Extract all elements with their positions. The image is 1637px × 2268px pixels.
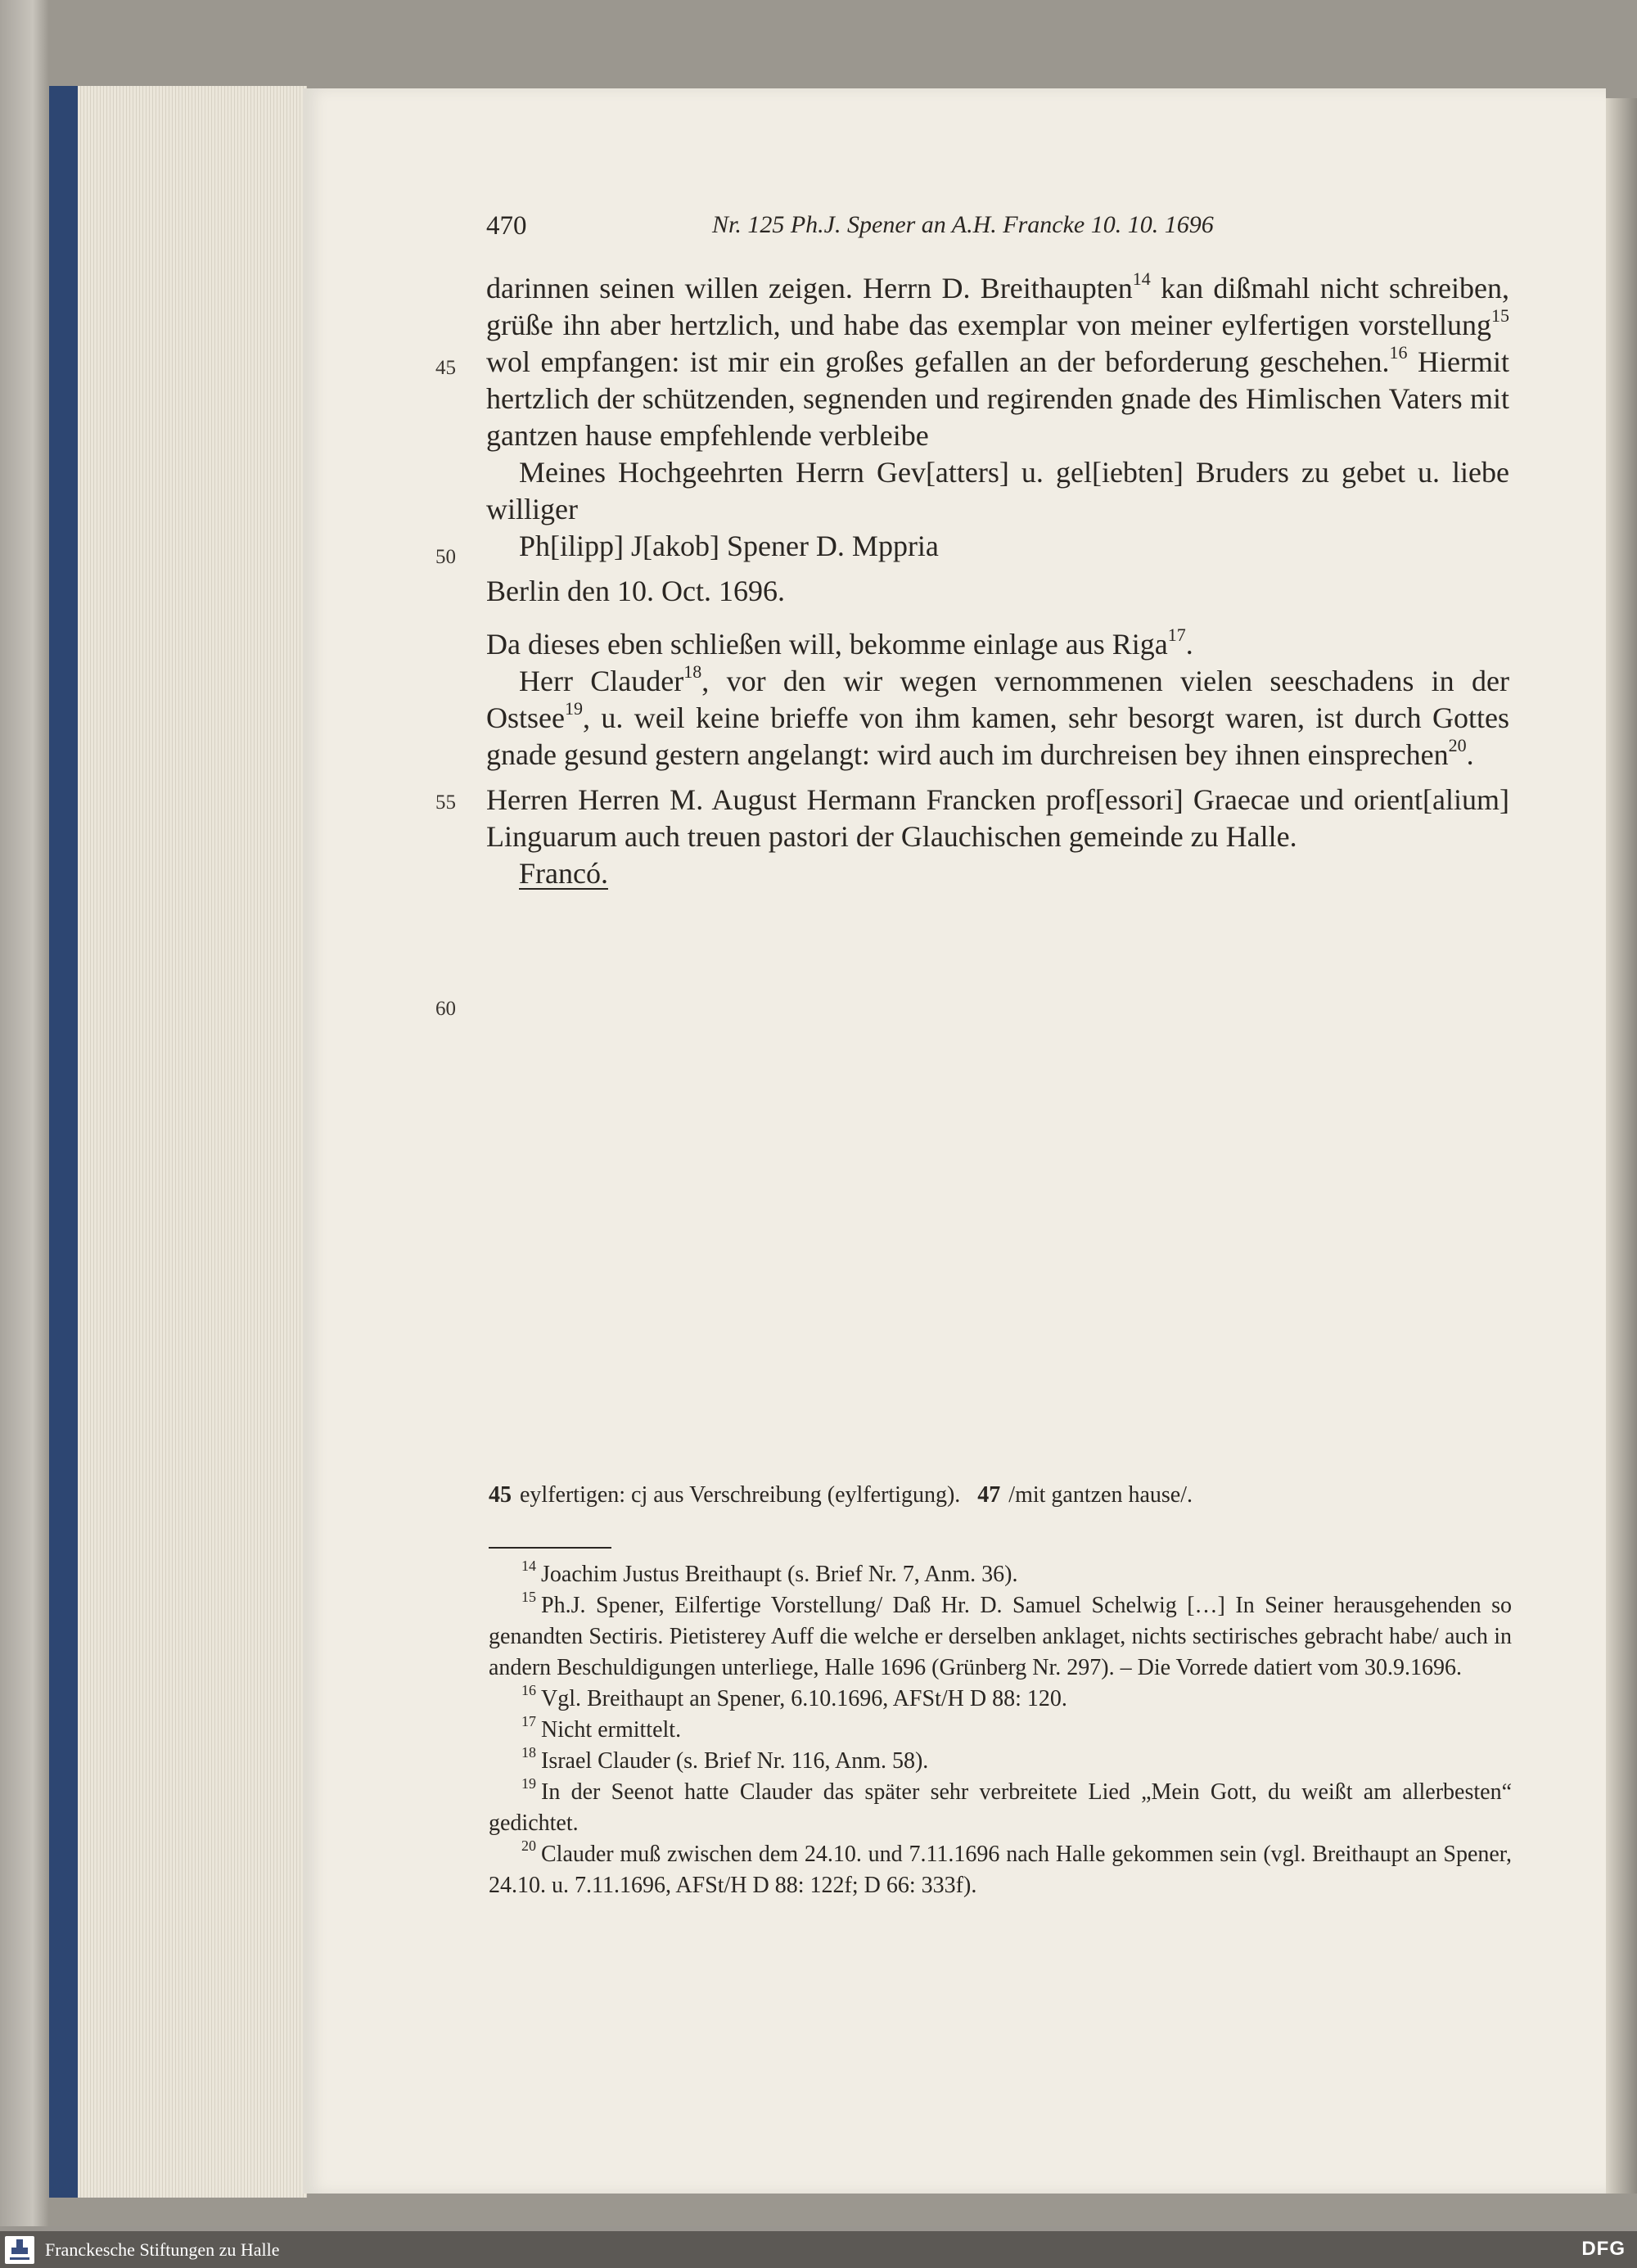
- footnote-ref[interactable]: 18: [683, 661, 702, 682]
- viewer-footer: [0, 2231, 1637, 2268]
- footnote-ref[interactable]: 19: [564, 698, 583, 719]
- running-title: Nr. 125 Ph.J. Spener an A.H. Francke 10. 10. 1696: [712, 211, 1214, 238]
- signature: Ph[ilipp] J[akob] Spener D. Mppria: [519, 530, 939, 562]
- footnote: $^{18}$ Israel Clauder (s. Brief Nr. 116, Anm. 58).: [521, 1743, 929, 1774]
- critical-apparatus: [489, 1482, 1512, 1508]
- line-number: 55: [435, 791, 456, 814]
- dfg-logo[interactable]: DFG: [1581, 2238, 1626, 2260]
- footnote: $^{17}$ Nicht ermittelt.: [521, 1712, 682, 1743]
- apparatus-line-ref: 45: [489, 1482, 512, 1508]
- apparatus-line-ref: 47: [977, 1482, 1001, 1508]
- letter-text: [486, 270, 1509, 892]
- footnote-ref[interactable]: 16: [1389, 342, 1408, 363]
- footnote: $^{16}$ Vgl. Breithaupt an Spener, 6.10.1696, AFSt/H D 88: 120.: [521, 1681, 1067, 1711]
- postscript-paragraph: Herr Clauder$^{18}$, vor den wir wegen vernommenen vielen seeschadens in der Ostsee$^{19}$, u. weil keine brieffe von ihm kamen, sehr besorgt waren, ist durch Gottes gnade gesund gestern angelangt: wird auch im durchreisen bey ihnen einsprechen$^{20}$.: [486, 661, 1509, 771]
- footnote-rule: [489, 1547, 611, 1549]
- apparatus-entry: eylfertigen: cj aus Verschreibung (eylfertigung).: [520, 1482, 961, 1508]
- line-number: 60: [435, 998, 456, 1020]
- page-edges: [78, 86, 307, 2198]
- institution-name[interactable]: Franckesche Stiftungen zu Halle: [45, 2239, 280, 2260]
- footnote: $^{19}$ In der Seenot hatte Clauder das später sehr verbreitete Lied „Mein Gott, du weißt am allerbesten“ gedichtet.: [489, 1774, 1512, 1836]
- footnotes: [489, 1559, 1512, 1901]
- address: Herren Herren M. August Hermann Francken prof[essori] Graecae und orient[alium] Linguarum auch treuen pastori der Glauchischen gemeinde zu Halle.: [486, 783, 1509, 853]
- page-number: 470: [486, 211, 527, 241]
- date-line: Berlin den 10. Oct. 1696.: [486, 575, 785, 607]
- closing-line: Meines Hochgeehrten Herrn Gev[atters] u. gel[iebten] Bruders zu gebet u. liebe williger: [486, 456, 1509, 525]
- book-spine: [49, 86, 82, 2198]
- postmark: Francó.: [519, 857, 608, 890]
- page-right-edge: [1606, 98, 1637, 2194]
- postscript: Da dieses eben schließen will, bekomme einlage aus Riga$^{17}$.: [486, 624, 1193, 661]
- line-number: 45: [435, 357, 456, 379]
- letter-paragraph: darinnen seinen willen zeigen. Herrn D. Breithaupten$^{14}$ kan dißmahl nicht schreiben, grüße ihn aber hertzlich, und habe das exemplar von meiner eylfertigen vorstellung$^{15}$ wol empfangen: ist mir ein großes gefallen an der beforderung geschehen.$^{16}$ Hiermit hertzlich der schützenden, segnenden und regirenden gnade des Himlischen Vaters mit gantzen hause empfehlende verbleibe: [486, 268, 1509, 452]
- line-number: 50: [435, 546, 456, 568]
- footnote: $^{20}$ Clauder muß zwischen dem 24.10. und 7.11.1696 nach Halle gekommen sein (vgl. Breithaupt an Spener, 24.10. u. 7.11.1696, AFSt/H D 88: 122f; D 66: 333f).: [489, 1837, 1512, 1898]
- page-header: [486, 211, 1509, 244]
- footnote: $^{15}$ Ph.J. Spener, Eilfertige Vorstellung/ Daß Hr. D. Samuel Schelwig […] In Seiner herausgehenden so genandten Sectiris. Pietisterey Auff die welche er derselben anklaget, nichts sectirisches gebracht habe/ auch in andern Beschuldigungen unterliege, Halle 1696 (Grünberg Nr. 297). – Die Vorrede datiert vom 30.9.1696.: [489, 1588, 1512, 1680]
- institution-logo-icon[interactable]: [5, 2236, 34, 2264]
- footnote: $^{14}$ Joachim Justus Breithaupt (s. Brief Nr. 7, Anm. 36).: [521, 1557, 1018, 1587]
- footnote-ref[interactable]: 17: [1167, 624, 1186, 645]
- footnote-ref[interactable]: 20: [1448, 735, 1467, 755]
- apparatus-entry: /mit gantzen hause/.: [1008, 1482, 1193, 1508]
- footnote-ref[interactable]: 14: [1132, 268, 1151, 289]
- footnote-ref[interactable]: 15: [1491, 305, 1509, 326]
